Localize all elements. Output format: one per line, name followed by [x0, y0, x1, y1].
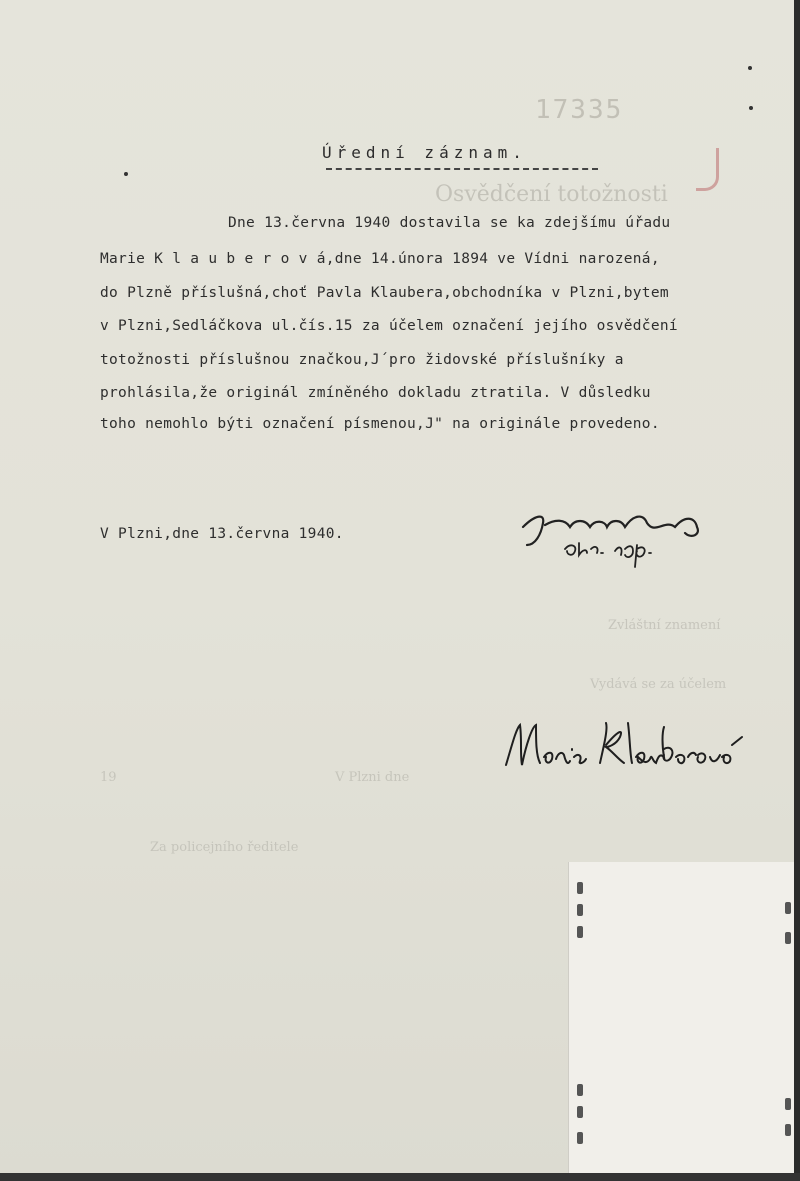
- title-underline: [326, 168, 598, 170]
- red-pencil-mark: [696, 148, 719, 191]
- binding-clip: [577, 1106, 583, 1118]
- ghost-form-text: Za policejního ředitele: [150, 840, 299, 855]
- document-title: Úřední záznam.: [322, 143, 527, 162]
- place-date: V Plzni,dne 13.června 1940.: [100, 526, 344, 542]
- binding-clip: [577, 1084, 583, 1096]
- binding-clip: [577, 904, 583, 916]
- ghost-form-heading: Osvědčení totožnosti: [435, 182, 668, 207]
- speck: [124, 172, 128, 176]
- paper-patch: [568, 862, 795, 1177]
- ghost-form-text: Zvláštní znamení: [608, 618, 721, 633]
- body-line: Dne 13.června 1940 dostavila se ka zdejšímu úřadu: [228, 215, 671, 231]
- ghost-number: 17335: [535, 95, 624, 125]
- official-signature-image: [515, 505, 715, 575]
- body-line: v Plzni,Sedláčkova ul.čís.15 za účelem označení jejího osvědčení: [100, 318, 678, 334]
- binding-clip: [785, 902, 791, 914]
- applicant-signature-image: [500, 715, 765, 775]
- binding-clip: [785, 1124, 791, 1136]
- scan-edge-right: [794, 0, 800, 1181]
- body-line: totožnosti příslušnou značkou,J´pro židovské příslušníky a: [100, 352, 624, 368]
- body-line: toho nemohlo býti označení písmenou,J" na originále provedeno.: [100, 416, 660, 432]
- scan-edge-bottom: [0, 1173, 800, 1181]
- speck: [748, 66, 752, 70]
- body-line: Marie K l a u b e r o v á,dne 14.února 1894 ve Vídni narozená,: [100, 251, 660, 267]
- binding-clip: [785, 1098, 791, 1110]
- binding-clip: [785, 932, 791, 944]
- binding-clip: [577, 1132, 583, 1144]
- ghost-form-text: Vydává se za účelem: [590, 677, 727, 692]
- binding-clip: [577, 882, 583, 894]
- body-line: prohlásila,že originál zmíněného dokladu ztratila. V důsledku: [100, 385, 651, 401]
- speck: [749, 106, 753, 110]
- ghost-form-text: 19: [100, 770, 117, 785]
- binding-clip: [577, 926, 583, 938]
- ghost-form-text: V Plzni dne: [335, 770, 410, 785]
- body-line: do Plzně příslušná,choť Pavla Klaubera,obchodníka v Plzni,bytem: [100, 285, 669, 301]
